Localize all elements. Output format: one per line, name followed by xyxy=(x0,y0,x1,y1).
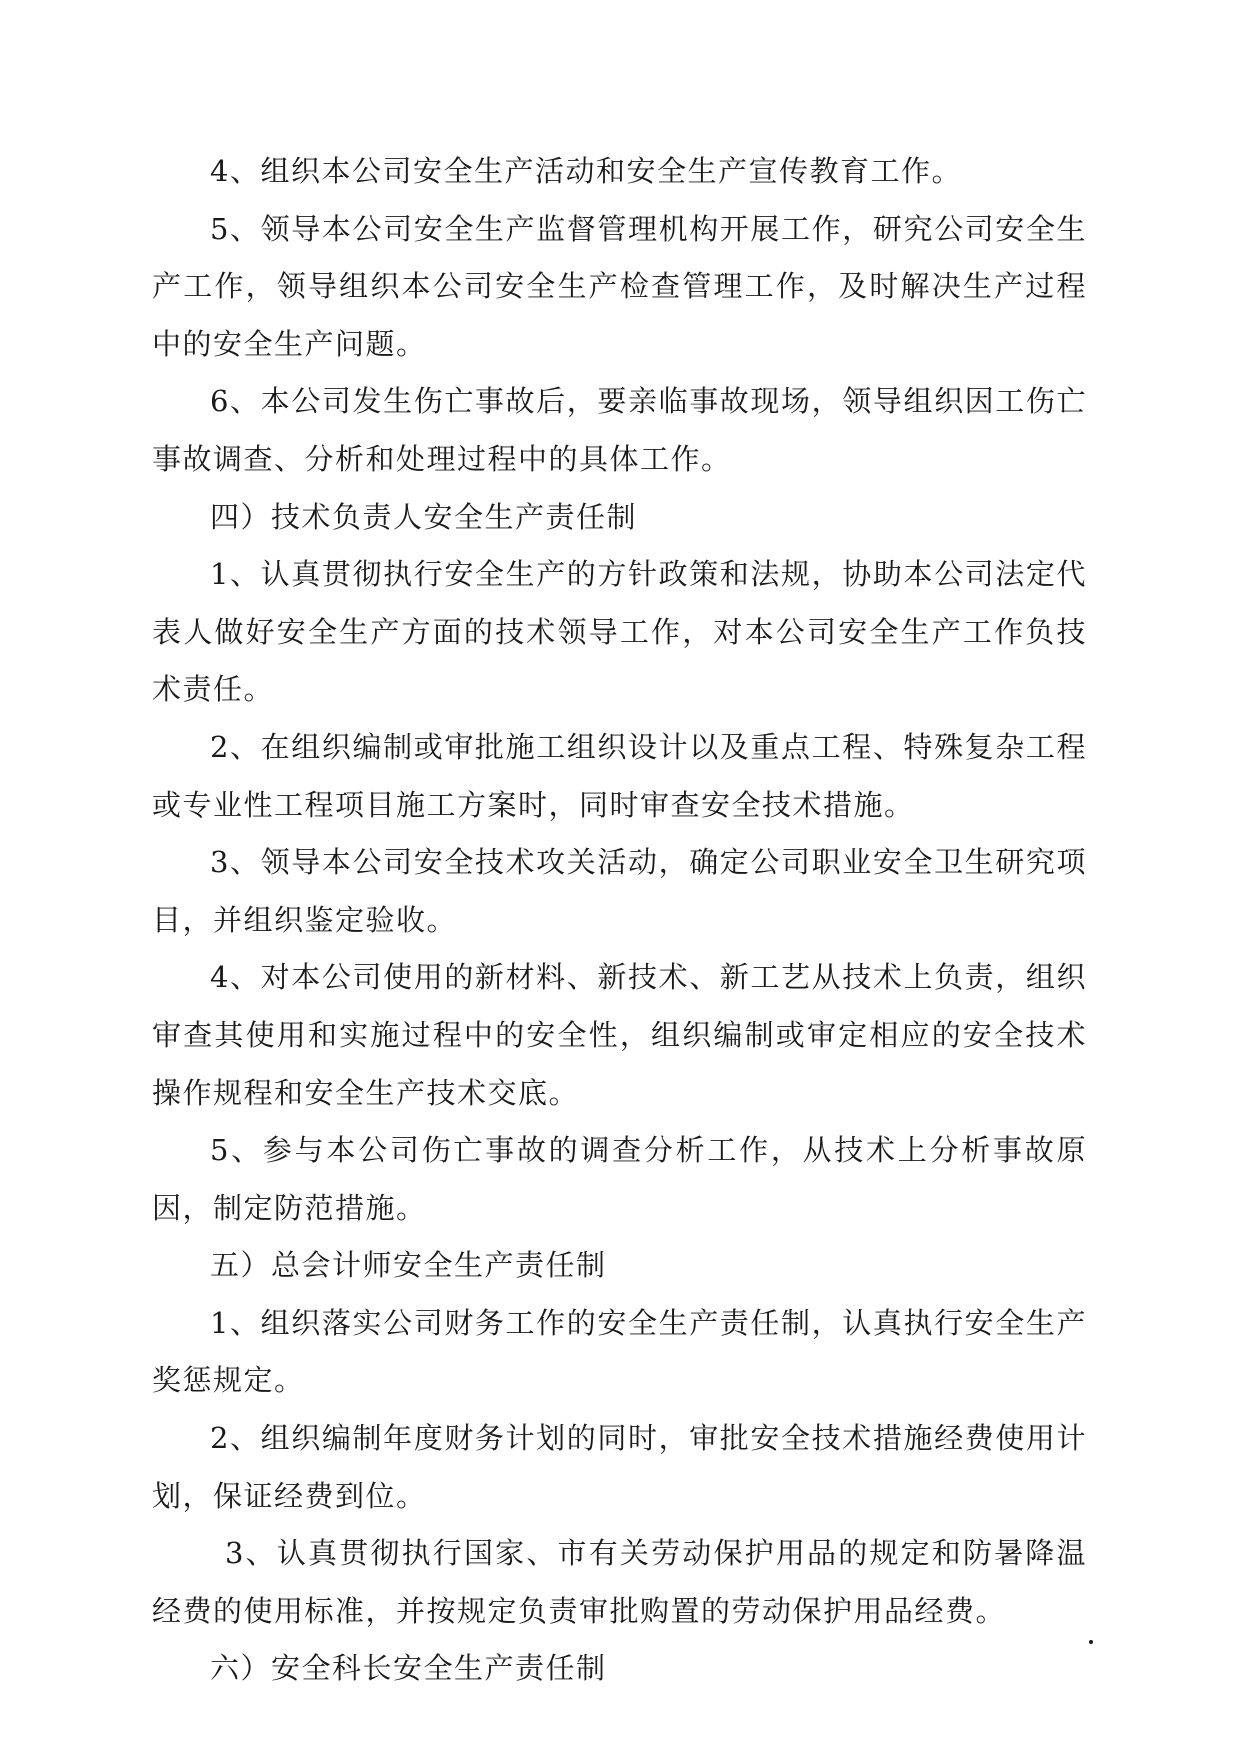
footer-mark xyxy=(1089,1640,1093,1644)
section-heading-chief-accountant: 五）总会计师安全生产责任制 xyxy=(210,1248,607,1283)
paragraph-item-4: 4、对本公司使用的新材料、新技术、新工艺从技术上负责，组织审查其使用和实施过程中的安全性，组织编制或审定相应的安全技术操作规程和安全生产技术交底。 xyxy=(152,960,1087,1110)
paragraph-item-1: 1、认真贯彻执行安全生产的方针政策和法规，协助本公司法定代表人做好安全生产方面的技术领导工作，对本公司安全生产工作负技术责任。 xyxy=(152,557,1087,707)
section-heading-safety-chief: 六）安全科长安全生产责任制 xyxy=(210,1651,607,1686)
paragraph-item-5: 5、领导本公司安全生产监督管理机构开展工作，研究公司安全生产工作，领导组织本公司安全生产检查管理工作，及时解决生产过程中的安全生产问题。 xyxy=(152,211,1087,361)
paragraph-item-1: 1、组织落实公司财务工作的安全生产责任制，认真执行安全生产奖惩规定。 xyxy=(152,1305,1087,1398)
paragraph-item-3: 3、领导本公司安全技术攻关活动，确定公司职业安全卫生研究项目，并组织鉴定验收。 xyxy=(152,845,1087,937)
section-heading-technical-lead: 四）技术负责人安全生产责任制 xyxy=(210,499,638,534)
document-body xyxy=(152,143,1087,1698)
paragraph-item-5: 5、参与本公司伤亡事故的调查分析工作，从技术上分析事故原因，制定防范措施。 xyxy=(152,1133,1087,1225)
paragraph-item-2: 2、在组织编制或审批施工组织设计以及重点工程、特殊复杂工程或专业性工程项目施工方案时，同时审查安全技术措施。 xyxy=(152,729,1087,822)
paragraph-item-6: 6、本公司发生伤亡事故后，要亲临事故现场，领导组织因工伤亡事故调查、分析和处理过程中的具体工作。 xyxy=(152,384,1087,476)
paragraph-item-3: 3、认真贯彻执行国家、市有关劳动保护用品的规定和防暑降温经费的使用标准，并按规定负责审批购置的劳动保护用品经费。 xyxy=(152,1536,1087,1628)
paragraph-item-2: 2、组织编制年度财务计划的同时，审批安全技术措施经费使用计划，保证经费到位。 xyxy=(152,1421,1087,1513)
paragraph-item-4: 4、组织本公司安全生产活动和安全生产宣传教育工作。 xyxy=(210,154,962,188)
